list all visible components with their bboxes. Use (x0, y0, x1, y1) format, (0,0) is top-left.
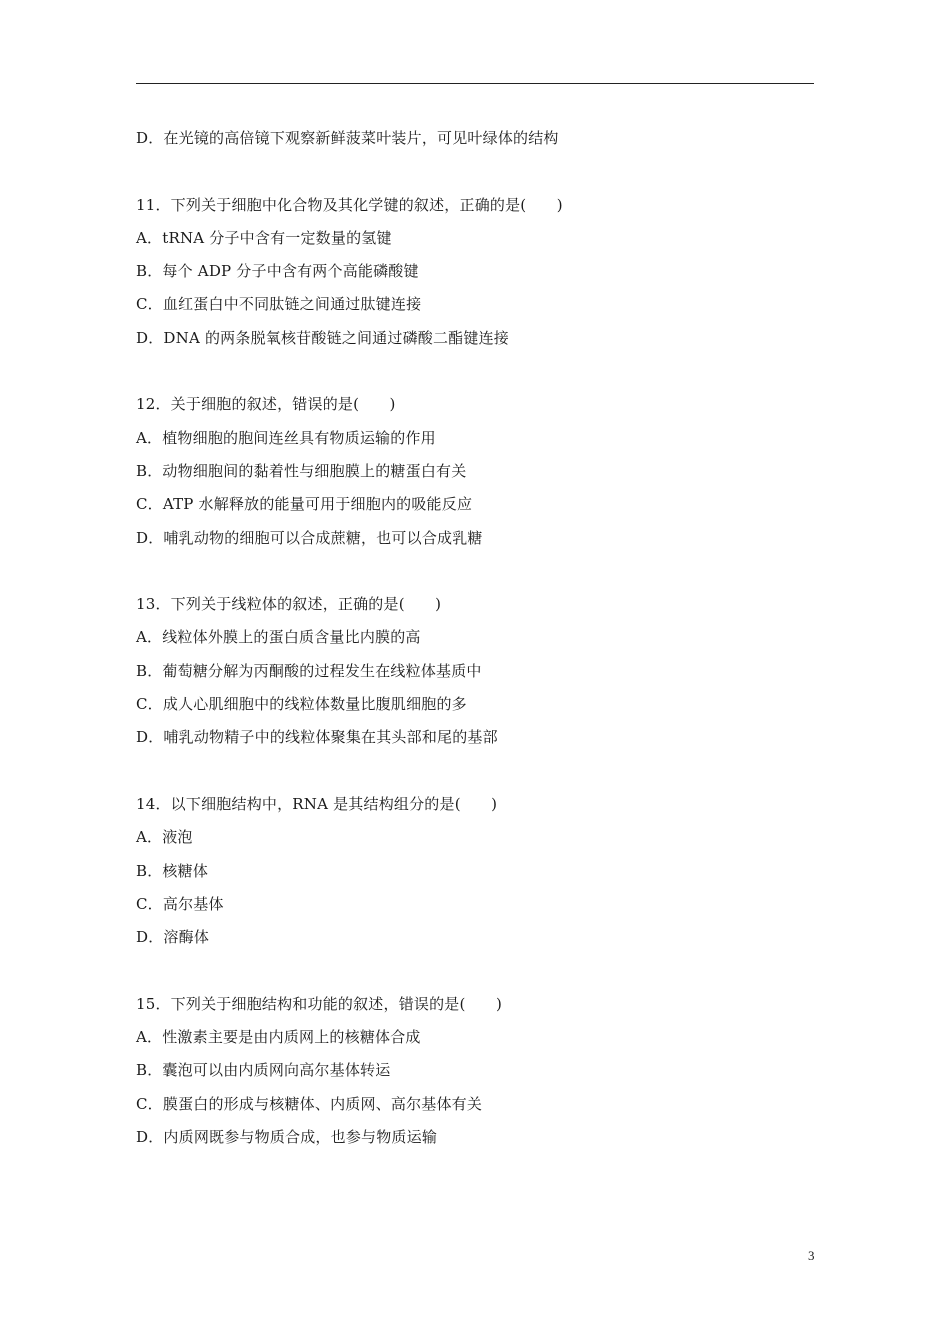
page-content (136, 122, 814, 1154)
question-15 (136, 988, 814, 1154)
option-d: D．DNA 的两条脱氧核苷酸链之间通过磷酸二酯键连接 (136, 328, 509, 347)
option-d: D．哺乳动物的细胞可以合成蔗糖，也可以合成乳糖 (136, 528, 483, 547)
question-11 (136, 189, 814, 355)
question-stem: 13．下列关于线粒体的叙述，正确的是( ) (136, 595, 442, 614)
header-rule (136, 83, 814, 84)
page-number: 3 (808, 1248, 815, 1263)
option-c: C．膜蛋白的形成与核糖体、内质网、高尔基体有关 (136, 1094, 483, 1113)
spacer (136, 355, 814, 388)
option-b: B．核糖体 (136, 861, 209, 880)
question-stem: 15．下列关于细胞结构和功能的叙述，错误的是( ) (136, 994, 502, 1013)
option-a: A．液泡 (136, 828, 193, 847)
question-stem: 14．以下细胞结构中，RNA 是其结构组分的是( ) (136, 794, 498, 813)
question-13 (136, 588, 814, 754)
spacer (136, 155, 814, 188)
question-stem: 12．关于细胞的叙述，错误的是( ) (136, 395, 396, 414)
option-b: B．每个 ADP 分子中含有两个高能磷酸键 (136, 262, 419, 281)
option-a: A．植物细胞的胞间连丝具有物质运输的作用 (136, 428, 436, 447)
option-d: D．溶酶体 (136, 928, 210, 947)
option-a: A．性激素主要是由内质网上的核糖体合成 (136, 1028, 421, 1047)
option-b: B．葡萄糖分解为丙酮酸的过程发生在线粒体基质中 (136, 661, 482, 680)
spacer (136, 954, 814, 987)
option-c: C．成人心肌细胞中的线粒体数量比腹肌细胞的多 (136, 695, 467, 714)
question-stem: 11．下列关于细胞中化合物及其化学键的叙述，正确的是( ) (136, 195, 563, 214)
question-12 (136, 388, 814, 554)
option-b: B．动物细胞间的黏着性与细胞膜上的糖蛋白有关 (136, 461, 467, 480)
option-d: D．哺乳动物精子中的线粒体聚集在其头部和尾的基部 (136, 728, 498, 747)
spacer (136, 555, 814, 588)
option-c: C．ATP 水解释放的能量可用于细胞内的吸能反应 (136, 495, 473, 514)
option-b: B．囊泡可以由内质网向高尔基体转运 (136, 1061, 391, 1080)
option-c: C．高尔基体 (136, 894, 224, 913)
option-d: D．内质网既参与物质合成，也参与物质运输 (136, 1127, 438, 1146)
option-c: C．血红蛋白中不同肽链之间通过肽键连接 (136, 295, 422, 314)
spacer (136, 755, 814, 788)
option-a: A．线粒体外膜上的蛋白质含量比内膜的高 (136, 628, 421, 647)
option-a: A．tRNA 分子中含有一定数量的氢键 (136, 228, 392, 247)
continuation-option-d: D．在光镜的高倍镜下观察新鲜菠菜叶装片，可见叶绿体的结构 (136, 129, 559, 147)
question-14 (136, 788, 814, 954)
